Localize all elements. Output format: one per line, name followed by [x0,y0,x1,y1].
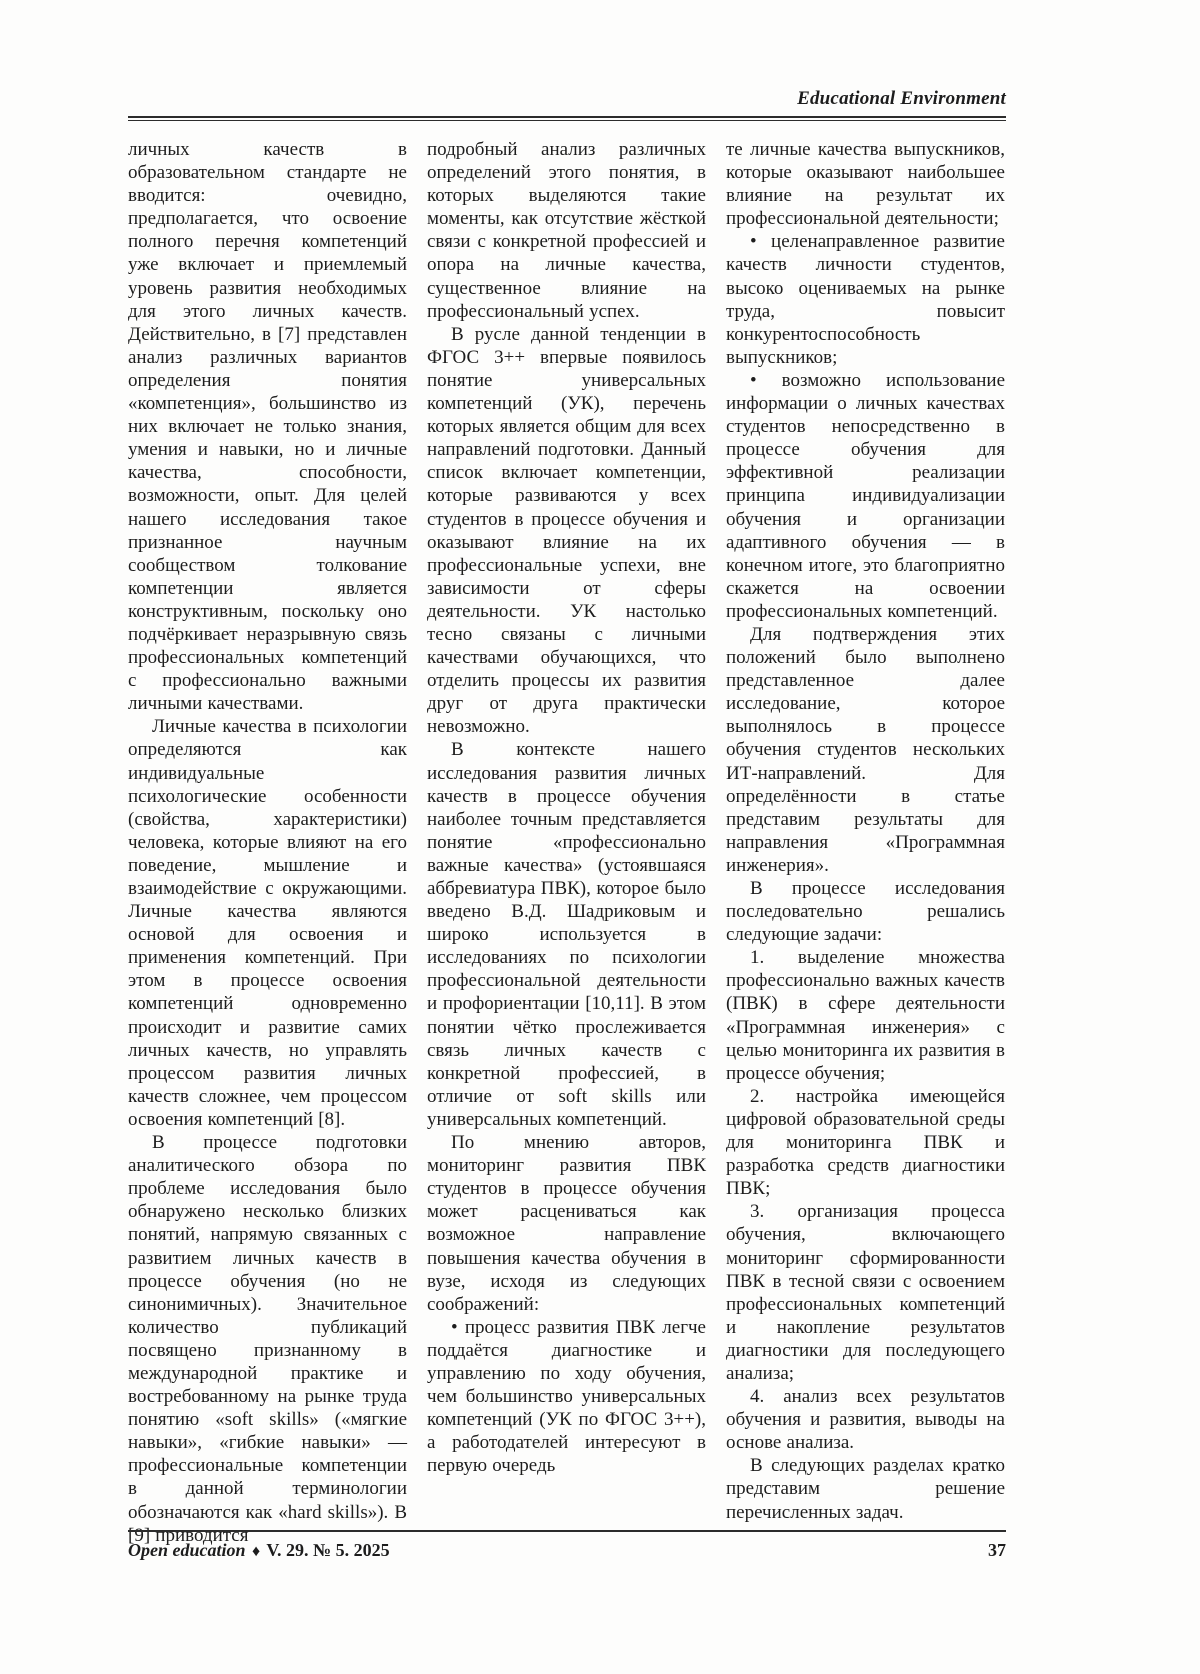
paragraph: личных качеств в образовательном стандарте не вводится: очевидно, предполагается, что освоение полного перечня компетенций уже включает и приемлемый уровень развития необходимых для этого личных качеств. Действительно, в [7] представлен анализ различных вариантов определения понятия «компетенция», большинство из них включает не только знания, умения и навыки, но и личные качества, способности, возможности, опыт. Для целей нашего исследования такое признанное научным сообществом толкование компетенции является конструктивным, поскольку оно подчёркивает неразрывную связь профессиональных компетенций с профессионально важными личными качествами. [128,139,407,715]
paragraph: В русле данной тенденции в ФГОС 3++ впервые появилось понятие универсальных компетенций (УК), перечень которых является общим для всех направлений подготовки. Данный список включает компетенции, которые развиваются у всех студентов в процессе обучения и оказывают влияние на их профессиональные успехи, вне зависимости от сферы деятельности. УК настолько тесно связаны с личными качествами обучающихся, что отделить процессы их развития друг от друга практически невозможно. [427,323,706,738]
paragraph: По мнению авторов, мониторинг развития ПВК студентов в процессе обучения может расцениваться как возможное направление повышения качества обучения в вузе, исходя из следующих соображений: [427,1132,706,1315]
page-footer [128,1540,1006,1561]
paragraph: подробный анализ различных определений этого понятия, в которых выделяются такие моменты, как отсутствие жёсткой связи с конкретной профессией и опора на личные качества, существенное влияние на профессиональный успех. [427,139,706,322]
paragraph: В процессе исследования последовательно решались следующие задачи: [726,878,1005,946]
paragraph: 4. анализ всех результатов обучения и развития, выводы на основе анализа. [726,1386,1005,1454]
page-number: 37 [988,1540,1006,1560]
footer-rule [128,1530,1006,1532]
paragraph: 3. организация процесса обучения, включающего мониторинг сформированности ПВК в тесной связи с освоением профессиональных компетенций и накопление результатов диагностики для последующего анализа; [726,1201,1005,1384]
paragraph: 1. выделение множества профессионально важных качеств (ПВК) в сфере деятельности «Программная инженерия» с целью мониторинга их развития в процессе обучения; [726,947,1005,1084]
text-column-3 [726,138,1005,1524]
paragraph: В процессе подготовки аналитического обзора по проблеме исследования было обнаружено несколько близких понятий, напрямую связанных с развитием личных качеств в процессе обучения (но не синонимичных). Значительное количество публикаций посвящено признанному в международной практике и востребованному на рынке труда понятию «soft skills» («мягкие навыки», «гибкие навыки» — профессиональные компетенции в данной терминологии обозначаются как «hard skills»). В [9] приводится [128,1132,407,1546]
paragraph: В контексте нашего исследования развития личных качеств в процессе обучения наиболее точным представляется понятие «профессионально важные качества» (устоявшаяся аббревиатура ПВК), которое было введено В.Д. Шадриковым и широко используется в исследованиях по психологии профессиональной деятельности и профориентации [10,11]. В этом понятии чётко прослеживается связь личных качеств с конкретной профессией, в отличие от soft skills или универсальных компетенций. [427,739,706,1130]
text-column-2 [427,138,706,1524]
issue-info: V. 29. № 5. 2025 [266,1540,390,1560]
text-column-1 [128,138,407,1546]
paragraph: В следующих разделах кратко представим решение перечисленных задач. [726,1455,1005,1523]
paragraph: те личные качества выпускников, которые оказывают наибольшее влияние на результат их профессиональной деятельности; [726,139,1005,230]
article-body [128,138,1006,1546]
journal-title: Open education [128,1540,246,1560]
journal-citation [128,1540,390,1561]
paragraph: • процесс развития ПВК легче поддаётся диагностике и управлению по ходу обучения, чем большинство универсальных компетенций (УК по ФГОС 3++), а работодателей интересуют в первую очередь [427,1316,706,1477]
diamond-icon: ♦ [252,1543,261,1560]
paragraph: • возможно использование информации о личных качествах студентов непосредственно в процессе обучения для эффективной реализации принципа индивидуализации обучения и организации адаптивного обучения — в конечном итоге, это благоприятно скажется на освоении профессиональных компетенций. [726,369,1005,622]
header-rule [128,116,1006,121]
running-head: Educational Environment [797,88,1006,109]
paragraph: 2. настройка имеющейся цифровой образовательной среды для мониторинга ПВК и разработка средств диагностики ПВК; [726,1085,1005,1200]
paragraph: • целенаправленное развитие качеств личности студентов, высоко оцениваемых на рынке труда, повысит конкурентоспособность выпускников; [726,231,1005,368]
paragraph: Для подтверждения этих положений было выполнено представленное далее исследование, которое выполнялось в процессе обучения студентов нескольких ИТ-направлений. Для определённости в статье представим результаты для направления «Программная инженерия». [726,623,1005,876]
paragraph: Личные качества в психологии определяются как индивидуальные психологические особенности (свойства, характеристики) человека, которые влияют на его поведение, мышление и взаимодействие с окружающими. Личные качества являются основой для освоения и применения компетенций. При этом в процессе освоения компетенций одновременно происходит и развитие самих личных качеств, но управлять процессом развития личных качеств сложнее, чем процессом освоения компетенций [8]. [128,716,407,1130]
